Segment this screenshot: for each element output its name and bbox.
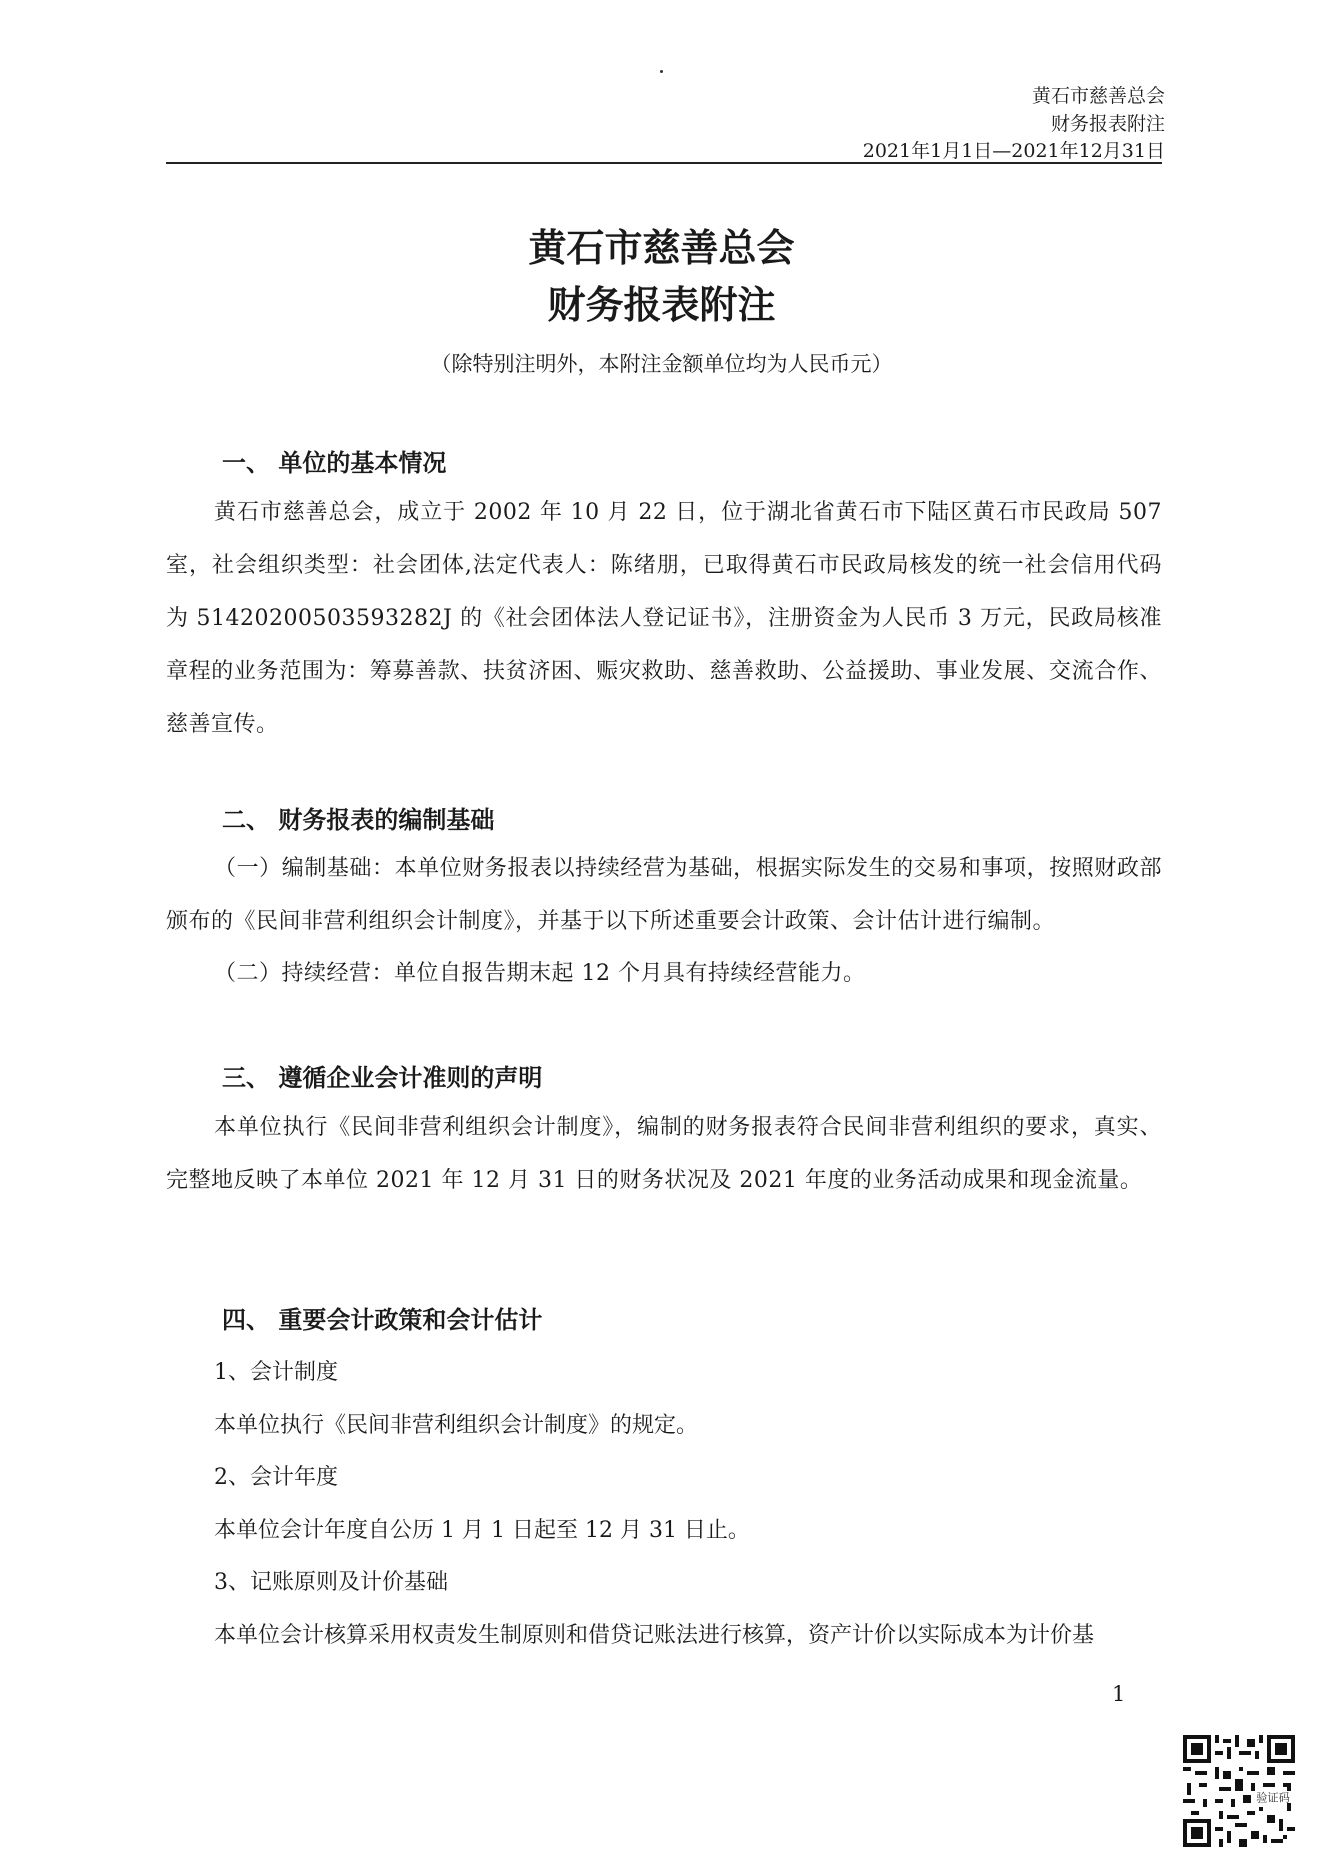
section-3-heading: 三、 遵循企业会计准则的声明 [222,1063,543,1092]
section-3-paragraph: 本单位执行《民间非营利组织会计制度》，编制的财务报表符合民间非营利组织的要求，真实、完整地反映了本单位 2021 年 12 月 31 日的财务状况及 2021 年度的业务活动成果和现金流量。 [166,1115,1162,1193]
header-period: 2021年1月1日—2021年12月31日 [862,140,1165,162]
section-1-heading: 一、 单位的基本情况 [222,448,447,477]
section-2-heading: 二、 财务报表的编制基础 [222,805,495,834]
qr-caption: 验证码 [1256,1791,1290,1805]
section-4-item-1-text: 本单位执行《民间非营利组织会计制度》的规定。 [214,1413,699,1438]
section-1-paragraph: 黄石市慈善总会，成立于 2002 年 10 月 22 日，位于湖北省黄石市下陆区黄石市民政局 507 室，社会组织类型：社会团体,法定代表人：陈绪朋，已取得黄石市民政局核发的统一社会信用代码为 51420200503593282J 的《社会团体法人登记证书》，注册资金为人民币 3 万元，民政局核准章程的业务范围为：筹募善款、扶贫济困、赈灾救助、慈善救助、公益援助、事业发展、交流合作、慈善宣传。 [166,500,1162,737]
title-line-2: 财务报表附注 [547,282,776,327]
header-org: 黄石市慈善总会 [1031,85,1165,107]
scan-speck [660,70,663,73]
header-doc: 财务报表附注 [1050,113,1165,135]
header-divider [166,162,1162,164]
title-subtitle: （除特别注明外，本附注金额单位均为人民币元） [430,352,893,376]
page-number: 1 [1112,1682,1126,1706]
section-4-heading: 四、 重要会计政策和会计估计 [222,1305,543,1334]
section-2-paragraph-2: （二）持续经营：单位自报告期末起 12 个月具有持续经营能力。 [214,961,866,986]
running-header [1032,82,1165,138]
section-4-item-1-title: 1、会计制度 [214,1360,338,1385]
qr-code-icon [1183,1735,1295,1847]
section-4-item-2-title: 2、会计年度 [214,1465,338,1490]
section-4-item-2-text: 本单位会计年度自公历 1 月 1 日起至 12 月 31 日止。 [214,1518,750,1543]
section-4-item-3-title: 3、记账原则及计价基础 [214,1570,448,1595]
section-2-paragraph-1: （一）编制基础：本单位财务报表以持续经营为基础，根据实际发生的交易和事项，按照财政部颁布的《民间非营利组织会计制度》，并基于以下所述重要会计政策、会计估计进行编制。 [166,856,1162,934]
section-4-item-3-text: 本单位会计核算采用权责发生制原则和借贷记账法进行核算，资产计价以实际成本为计价基 [214,1623,1095,1648]
title-line-1: 黄石市慈善总会 [528,225,795,270]
